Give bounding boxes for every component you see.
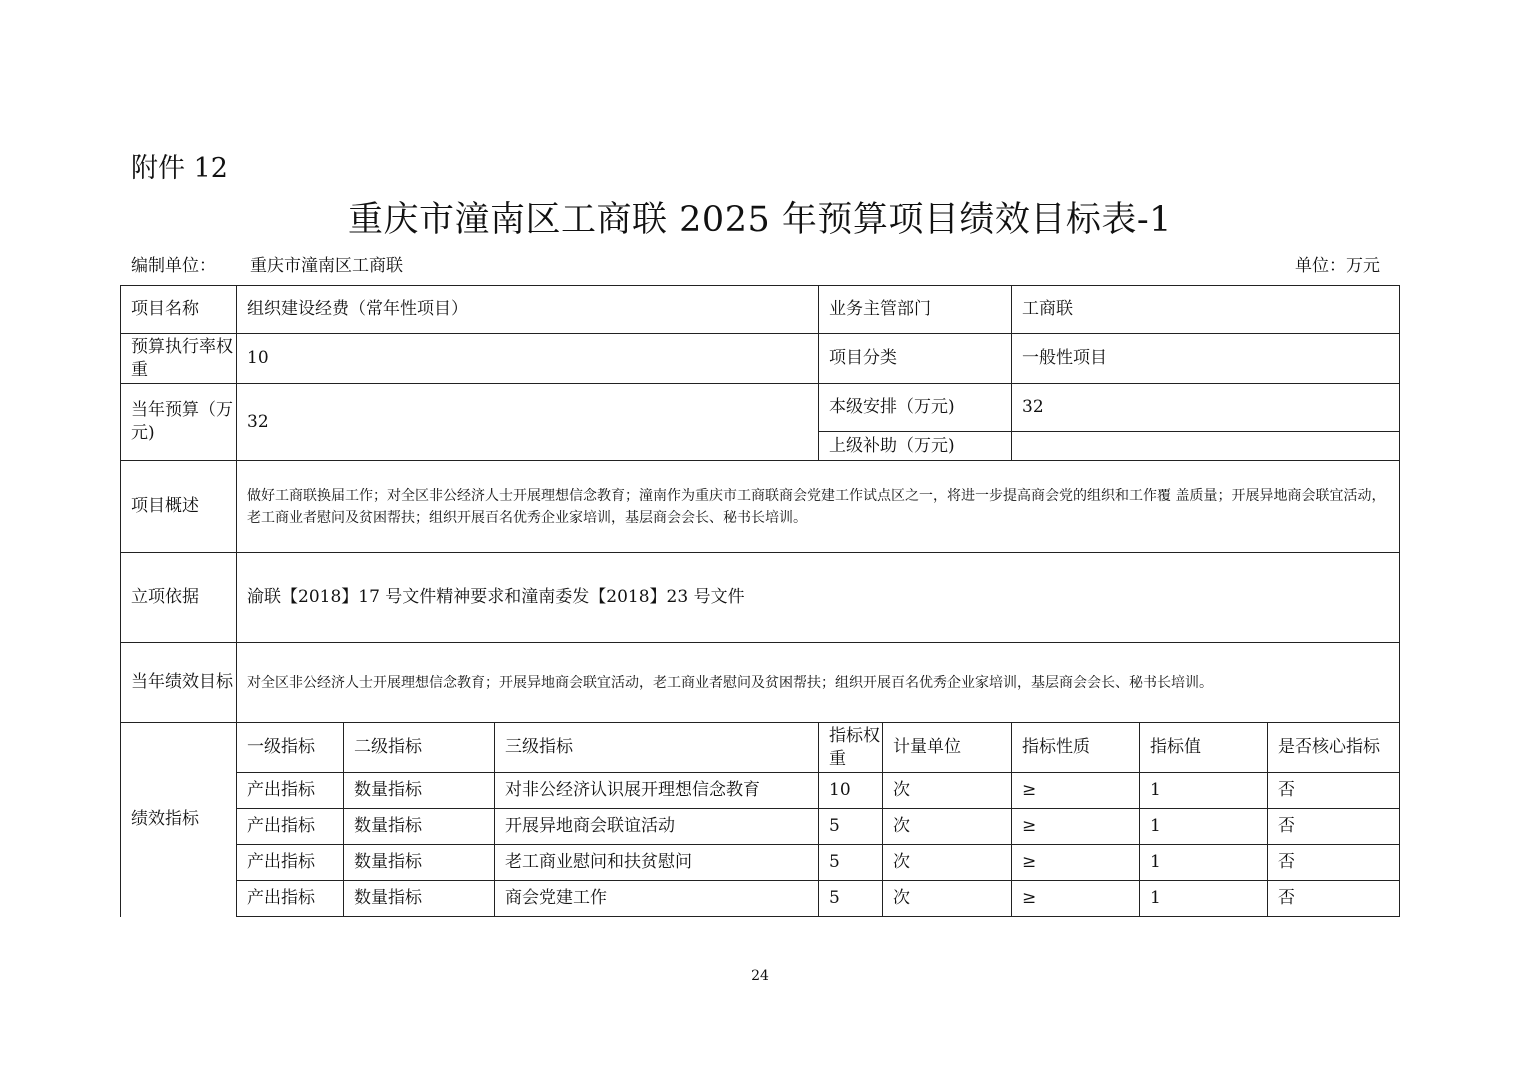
row-budget [121,384,1400,432]
cell-level1: 产出指标 [237,845,344,881]
basis-value: 渝联【2018】17 号文件精神要求和潼南委发【2018】23 号文件 [237,553,1400,643]
indicator-header-row [121,723,1400,773]
col-header: 计量单位 [883,723,1012,773]
cell-value: 1 [1140,809,1268,845]
cell-core: 否 [1268,773,1400,809]
cell-level2: 数量指标 [344,773,495,809]
cell-nature: ≥ [1012,845,1140,881]
col-header: 三级指标 [495,723,819,773]
cell-level2: 数量指标 [344,845,495,881]
cell-core: 否 [1268,845,1400,881]
cell-level3: 开展异地商会联谊活动 [495,809,819,845]
cell-value: 1 [1140,845,1268,881]
row-overview [121,461,1400,553]
cell-unit: 次 [883,845,1012,881]
cell-unit: 次 [883,881,1012,917]
cell-level1: 产出指标 [237,809,344,845]
page-title: 重庆市潼南区工商联 2025 年预算项目绩效目标表-1 [348,200,1172,240]
col-header: 二级指标 [344,723,495,773]
goal-value: 对全区非公经济人士开展理想信念教育；开展异地商会联宜活动，老工商业者慰问及贫困帮扶；组织开展百名优秀企业家培训，基层商会会长、秘书长培训。 [237,643,1400,723]
upper-value [1012,432,1400,461]
upper-label: 上级补助（万元) [819,432,1012,461]
dept-value: 工商联 [1012,286,1400,334]
cell-nature: ≥ [1012,773,1140,809]
table-row [121,773,1400,809]
cell-nature: ≥ [1012,809,1140,845]
cell-level1: 产出指标 [237,881,344,917]
category-label: 项目分类 [819,334,1012,384]
prepared-by-org: 重庆市潼南区工商联 [250,256,403,276]
cell-unit: 次 [883,773,1012,809]
cell-value: 1 [1140,773,1268,809]
table-row [121,845,1400,881]
cell-level3: 商会党建工作 [495,881,819,917]
performance-table [120,285,1400,917]
unit-label: 单位：万元 [1295,256,1380,276]
cell-level2: 数量指标 [344,881,495,917]
indicators-label: 绩效指标 [121,723,237,917]
row-goal [121,643,1400,723]
dept-label: 业务主管部门 [819,286,1012,334]
goal-label: 当年绩效目标 [121,643,237,723]
table-row [121,881,1400,917]
cell-level1: 产出指标 [237,773,344,809]
page-number: 24 [751,968,769,984]
col-header: 指标值 [1140,723,1268,773]
exec-rate-value: 10 [237,334,819,384]
local-value: 32 [1012,384,1400,432]
cell-weight: 10 [819,773,883,809]
cell-unit: 次 [883,809,1012,845]
row-basis [121,553,1400,643]
cell-core: 否 [1268,881,1400,917]
cell-value: 1 [1140,881,1268,917]
overview-label: 项目概述 [121,461,237,553]
budget-value: 32 [237,384,819,461]
cell-level2: 数量指标 [344,809,495,845]
basis-label: 立项依据 [121,553,237,643]
category-value: 一般性项目 [1012,334,1400,384]
cell-nature: ≥ [1012,881,1140,917]
prepared-by [131,251,403,276]
cell-level3: 老工商业慰问和扶贫慰问 [495,845,819,881]
exec-rate-label: 预算执行率权重 [121,334,237,384]
attachment-label: 附件 12 [131,153,228,184]
project-name-value: 组织建设经费（常年性项目） [237,286,819,334]
col-header: 指标权重 [819,723,883,773]
col-header: 是否核心指标 [1268,723,1400,773]
cell-weight: 5 [819,845,883,881]
cell-weight: 5 [819,881,883,917]
col-header: 指标性质 [1012,723,1140,773]
cell-core: 否 [1268,809,1400,845]
local-label: 本级安排（万元) [819,384,1012,432]
col-header: 一级指标 [237,723,344,773]
prepared-by-label: 编制单位： [131,256,216,276]
cell-weight: 5 [819,809,883,845]
row-project-name [121,286,1400,334]
table-row [121,809,1400,845]
budget-label: 当年预算（万元) [121,384,237,461]
cell-level3: 对非公经济认识展开理想信念教育 [495,773,819,809]
row-exec-rate [121,334,1400,384]
project-name-label: 项目名称 [121,286,237,334]
overview-value: 做好工商联换届工作；对全区非公经济人士开展理想信念教育；潼南作为重庆市工商联商会党建工作试点区之一，将进一步提高商会党的组织和工作覆 盖质量；开展异地商会联宜活动，老工商业者慰问及贫困帮扶；组织开展百名优秀企业家培训，基层商会会长、秘书长培训。 [237,461,1400,553]
